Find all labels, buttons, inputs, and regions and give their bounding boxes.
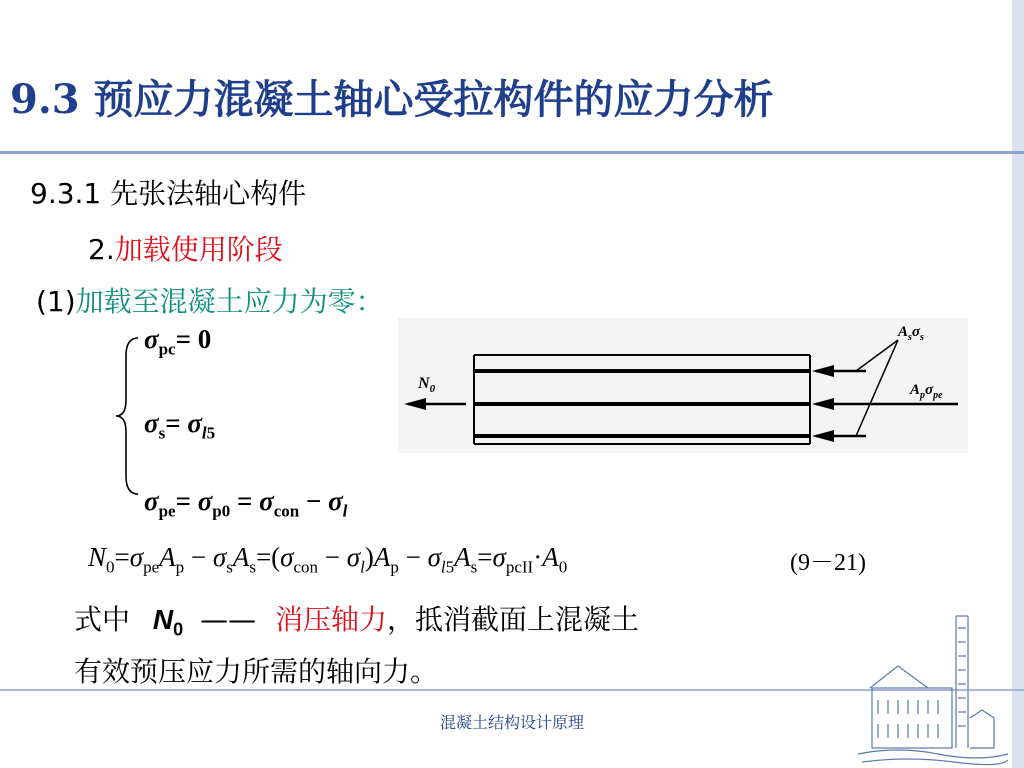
explanation-line-1 (74, 598, 639, 641)
equation-sigma-s: $\sigma_s= \sigma_{l5}$ (144, 408, 216, 443)
title-divider (0, 151, 1024, 154)
equation-sigma-pe: $\sigma_{pe}= \sigma_{p0} = \sigma_{con} - \sigma_l$ (144, 486, 348, 521)
explanation-line-2: 有效预压应力所需的轴向力。 (74, 655, 439, 688)
explain-dash: —— (200, 603, 257, 636)
footer-course-name: 混凝土结构设计原理 (439, 713, 584, 732)
slide-title: 9.3 预应力混凝土轴心受拉构件的应力分析 (10, 76, 774, 123)
item-1-text: 加载至混凝土应力为零： (75, 285, 384, 318)
building-icon (858, 608, 1008, 768)
item-2-text: 加载使用阶段 (114, 233, 283, 266)
explain-term: 消压轴力 (274, 603, 387, 636)
explain-symbol: $N_0$ (152, 604, 184, 640)
explain-rest: ，抵消截面上混凝土 (387, 603, 640, 636)
item-2 (88, 228, 283, 268)
item-1 (36, 280, 384, 320)
right-edge-bar (1012, 0, 1024, 768)
explain-prefix: 式中 (74, 603, 131, 636)
label-n0: $N_0$ (418, 375, 436, 395)
subsection-heading: 9.3.1 先张法轴心构件 (30, 177, 307, 210)
member-diagram (398, 318, 968, 453)
equation-number: (9－21) (790, 550, 866, 576)
brace-symbol (112, 336, 142, 496)
label-as-sigma-s: $A_s\sigma_s$ (898, 324, 924, 343)
equation-sigma-pc: $\sigma_{pc}= 0$ (144, 324, 212, 359)
item-2-number: 2. (88, 233, 115, 266)
item-1-number: (1) (36, 285, 76, 318)
equation-9-21: $N_0=\sigma_{pe}A_p - \sigma_sA_s=(\sigma_{con} - \sigma_l)A_p - \sigma_{l5}A_s=\sigma_{pcII}\cdot A_0$ (88, 542, 568, 577)
label-ap-sigma-pe: $A_p\sigma_{pe}$ (910, 382, 943, 401)
